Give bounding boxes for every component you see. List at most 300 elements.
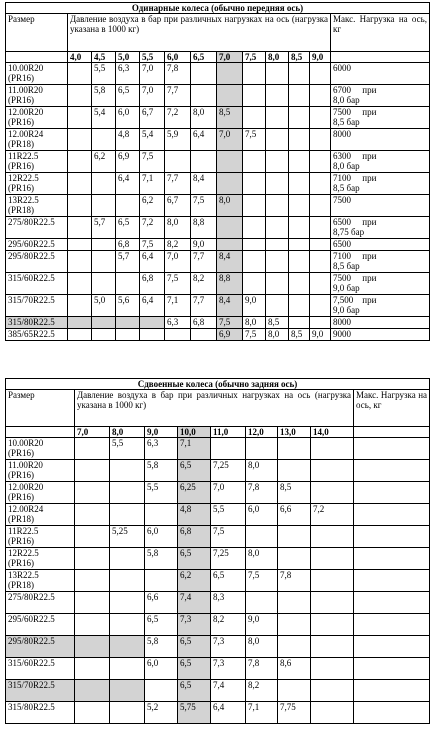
pressure-cell: 6,4 [116,173,140,195]
pressure-cell: 6,5 [145,614,178,636]
pressure-cell [266,273,289,295]
pressure-cell: 6,0 [145,526,178,548]
pressure-cell: 8,0 [165,217,191,239]
pressure-cell [217,217,243,239]
tire-size-cell: 315/60R22.5 [6,273,68,295]
pressure-cell: 5,5 [92,63,116,85]
tire-size-cell: 315/70R22.5 [6,680,75,702]
pressure-cell [191,151,217,173]
pressure-cell [92,317,116,329]
tire-size-cell: 295/80R22.5 [6,636,75,658]
pressure-cell: 7,25 [211,460,246,482]
dual-load-col: 9,0 [145,427,178,438]
pressure-cell [289,195,310,217]
dual-load-col: 10,0 [178,427,211,438]
pressure-cell: 8,2 [211,614,246,636]
pressure-cell [311,548,354,570]
pressure-cell [110,680,145,702]
tire-size-cell: 12.00R20 (PR16) [6,107,68,129]
dual-load-col [354,427,430,438]
tire-size-cell: 12.00R20 (PR16) [6,482,75,504]
pressure-cell [110,658,145,680]
pressure-cell [217,239,243,251]
pressure-cell: 6,6 [278,504,311,526]
pressure-cell [289,107,310,129]
pressure-cell [110,548,145,570]
dual-load-col: 8,0 [110,427,145,438]
pressure-cell [140,329,165,341]
pressure-cell [246,526,278,548]
pressure-cell: 6,25 [178,482,211,504]
pressure-cell [243,173,266,195]
pressure-cell: 7,8 [246,482,278,504]
pressure-cell: 9,0 [310,329,331,341]
pressure-cell [110,702,145,724]
pressure-cell [266,85,289,107]
pressure-cell: 8,0 [266,329,289,341]
dual-max-header: Макс. Нагрузка на ось, кг [354,390,430,427]
single-max-header: Макс. Нагрузка на ось, кг [331,14,430,52]
pressure-cell [75,592,110,614]
pressure-cell [266,151,289,173]
pressure-cell [278,548,311,570]
pressure-cell: 5,2 [145,702,178,724]
pressure-cell [165,329,191,341]
single-table-row [6,251,430,273]
dual-table-row [6,636,430,658]
pressure-cell [75,570,110,592]
tire-size-cell: 315/70R22.5 [6,295,68,317]
pressure-cell [75,482,110,504]
pressure-cell [92,251,116,273]
single-table-row [6,295,430,317]
pressure-cell: 5,4 [92,107,116,129]
single-load-col: 8,0 [266,52,289,63]
pressure-cell [266,173,289,195]
max-load-cell: 7100 при 8,5 бар [331,251,430,273]
pressure-cell: 6,7 [140,107,165,129]
pressure-cell: 6,4 [140,295,165,317]
single-table-row [6,195,430,217]
pressure-cell: 9,0 [243,295,266,317]
pressure-cell: 8,5 [217,107,243,129]
pressure-cell: 7,75 [278,702,311,724]
pressure-cell [278,526,311,548]
pressure-cell [75,460,110,482]
pressure-cell: 6,5 [178,460,211,482]
pressure-cell [310,239,331,251]
pressure-cell: 8,8 [191,217,217,239]
tire-size-cell: 11R22.5 (PR16) [6,526,75,548]
single-wheels-table [5,2,430,341]
pressure-cell: 8,4 [191,173,217,195]
pressure-cell [68,251,92,273]
pressure-cell: 7,5 [243,129,266,151]
pressure-cell: 5,8 [92,85,116,107]
pressure-cell [140,317,165,329]
dual-load-col: 7,0 [75,427,110,438]
pressure-cell [278,460,311,482]
pressure-cell: 5,7 [116,251,140,273]
pressure-cell [311,658,354,680]
pressure-cell: 8,4 [217,251,243,273]
pressure-cell: 6,9 [217,329,243,341]
pressure-cell: 7,1 [178,438,211,460]
pressure-cell [68,317,92,329]
single-table-row [6,63,430,85]
pressure-cell [354,592,430,614]
pressure-cell [289,173,310,195]
pressure-cell: 8,0 [191,107,217,129]
pressure-cell [289,251,310,273]
pressure-cell [243,85,266,107]
pressure-cell [311,460,354,482]
pressure-cell [68,173,92,195]
tire-size-cell: 10.00R20 (PR16) [6,63,68,85]
max-load-cell: 7500 при 9,0 бар [331,273,430,295]
pressure-cell: 7,5 [217,317,243,329]
tire-size-cell: 12R22.5 (PR16) [6,173,68,195]
pressure-cell [110,592,145,614]
pressure-cell [75,702,110,724]
pressure-cell [289,129,310,151]
pressure-cell [354,680,430,702]
pressure-cell: 8,3 [211,592,246,614]
pressure-cell: 6,9 [116,151,140,173]
pressure-cell: 7,0 [165,251,191,273]
tire-size-cell: 295/60R22.5 [6,614,75,636]
pressure-cell [354,702,430,724]
dual-table-row [6,482,430,504]
dual-table-row [6,592,430,614]
pressure-cell: 8,0 [243,317,266,329]
pressure-cell [289,295,310,317]
tire-size-cell: 12R22.5 (PR16) [6,548,75,570]
pressure-cell [191,63,217,85]
pressure-cell [310,151,331,173]
max-load-cell: 8000 [331,317,430,329]
pressure-cell: 9,0 [246,614,278,636]
pressure-cell [68,295,92,317]
pressure-cell [310,251,331,273]
pressure-cell [217,173,243,195]
pressure-cell [68,329,92,341]
pressure-cell: 4,8 [178,504,211,526]
pressure-cell: 6,8 [116,239,140,251]
pressure-cell: 8,5 [266,317,289,329]
pressure-cell [68,151,92,173]
pressure-cell [116,329,140,341]
pressure-cell: 8,2 [165,239,191,251]
pressure-cell [278,614,311,636]
single-table-row [6,239,430,251]
pressure-cell: 7,0 [140,85,165,107]
pressure-cell: 7,7 [165,173,191,195]
pressure-cell [289,239,310,251]
pressure-cell: 6,5 [178,548,211,570]
tire-size-cell: 11.00R20 (PR16) [6,460,75,482]
max-load-cell: 6000 [331,63,430,85]
pressure-cell: 6,5 [116,217,140,239]
pressure-cell: 5,7 [92,217,116,239]
pressure-cell: 7,7 [191,251,217,273]
dual-table-row [6,702,430,724]
single-load-max-blank [331,52,430,63]
pressure-cell [246,438,278,460]
pressure-cell [354,504,430,526]
pressure-cell: 7,25 [211,548,246,570]
tire-size-cell: 12.00R24 (PR18) [6,504,75,526]
single-table-row [6,151,430,173]
max-load-cell: 9000 [331,329,430,341]
pressure-cell: 8,0 [246,548,278,570]
pressure-cell [75,438,110,460]
pressure-cell: 7,2 [165,107,191,129]
pressure-cell: 8,2 [191,273,217,295]
pressure-cell: 7,8 [165,63,191,85]
pressure-cell: 6,2 [140,195,165,217]
dual-table-row [6,504,430,526]
pressure-cell [110,614,145,636]
pressure-cell: 7,3 [211,636,246,658]
single-table-row [6,317,430,329]
pressure-cell: 6,5 [178,658,211,680]
single-table-row [6,107,430,129]
single-table-row [6,129,430,151]
single-load-row [6,52,430,63]
single-load-col: 4,0 [68,52,92,63]
pressure-cell: 7,2 [140,217,165,239]
pressure-cell [278,438,311,460]
pressure-cell [289,63,310,85]
max-load-cell: 6300 при 8,0 бар [331,151,430,173]
pressure-cell [266,239,289,251]
pressure-cell [354,570,430,592]
pressure-cell [266,195,289,217]
single-table-row [6,85,430,107]
pressure-cell: 6,0 [145,658,178,680]
pressure-cell: 5,9 [165,129,191,151]
pressure-cell: 7,3 [211,658,246,680]
pressure-cell [217,151,243,173]
pressure-cell: 6,5 [178,680,211,702]
pressure-cell [246,592,278,614]
pressure-cell: 8,6 [278,658,311,680]
dual-load-col: 14,0 [311,427,354,438]
dual-load-col: 12,0 [246,427,278,438]
pressure-cell: 7,8 [278,570,311,592]
pressure-cell: 8,0 [246,636,278,658]
pressure-cell [75,614,110,636]
pressure-cell: 8,8 [217,273,243,295]
single-table-title: Одинарные колеса (обычно передняя ось) [6,3,430,14]
tire-size-cell: 13R22.5 (PR18) [6,195,68,217]
pressure-cell: 5,5 [211,504,246,526]
pressure-cell [116,273,140,295]
pressure-cell [68,195,92,217]
pressure-cell [354,636,430,658]
pressure-cell [310,129,331,151]
pressure-cell [311,702,354,724]
pressure-cell [354,438,430,460]
pressure-cell: 6,4 [191,129,217,151]
tire-size-cell: 315/60R22.5 [6,658,75,680]
pressure-cell [310,273,331,295]
pressure-cell [266,129,289,151]
pressure-cell [289,317,310,329]
dual-table-row [6,570,430,592]
pressure-cell: 7,0 [140,63,165,85]
pressure-cell: 7,1 [165,295,191,317]
pressure-cell [243,239,266,251]
pressure-cell: 8,5 [289,329,310,341]
single-load-col: 9,0 [310,52,331,63]
pressure-cell: 6,8 [178,526,211,548]
pressure-cell [243,217,266,239]
pressure-cell: 7,2 [311,504,354,526]
single-load-col: 4,5 [92,52,116,63]
pressure-cell: 6,0 [246,504,278,526]
single-load-col: 6,0 [165,52,191,63]
pressure-cell [311,636,354,658]
dual-table-row [6,460,430,482]
pressure-cell: 8,4 [217,295,243,317]
single-pressure-header: Давление воздуха в бар при различных нагрузках на ось (нагрузка указана в 1000 кг) [68,14,331,52]
pressure-cell: 7,5 [243,329,266,341]
pressure-cell [110,482,145,504]
tire-size-cell: 295/60R22.5 [6,239,68,251]
pressure-cell: 7,0 [211,482,246,504]
pressure-cell [243,151,266,173]
pressure-cell: 6,2 [178,570,211,592]
pressure-cell [68,129,92,151]
dual-table-row [6,548,430,570]
pressure-cell: 7,0 [217,129,243,151]
pressure-cell [278,592,311,614]
max-load-cell: 6500 [331,239,430,251]
pressure-cell: 8,0 [217,195,243,217]
dual-load-col: 11,0 [211,427,246,438]
tire-size-cell: 11R22.5 (PR16) [6,151,68,173]
tire-size-cell: 13R22.5 (PR18) [6,570,75,592]
pressure-cell: 5,8 [145,636,178,658]
single-load-col: 6,5 [191,52,217,63]
tire-size-cell: 10.00R20 (PR16) [6,438,75,460]
pressure-cell [278,636,311,658]
pressure-cell [92,195,116,217]
pressure-cell: 5,5 [110,438,145,460]
pressure-cell: 7,3 [178,614,211,636]
dual-table-row [6,614,430,636]
pressure-cell [75,636,110,658]
pressure-cell [68,217,92,239]
pressure-cell: 7,5 [211,526,246,548]
pressure-cell: 4,8 [116,129,140,151]
pressure-cell: 6,4 [140,251,165,273]
pressure-cell [311,526,354,548]
pressure-cell: 7,5 [165,273,191,295]
pressure-cell [289,273,310,295]
pressure-cell [243,273,266,295]
pressure-cell [145,570,178,592]
pressure-cell: 7,1 [246,702,278,724]
pressure-cell [92,329,116,341]
pressure-cell: 6,6 [145,592,178,614]
pressure-cell [116,317,140,329]
pressure-cell [311,680,354,702]
pressure-cell: 6,4 [211,702,246,724]
dual-load-col: 13,0 [278,427,311,438]
dual-load-row [6,427,430,438]
pressure-cell [266,295,289,317]
pressure-cell [110,460,145,482]
pressure-cell: 7,5 [140,239,165,251]
pressure-cell [68,107,92,129]
pressure-cell: 6,5 [211,570,246,592]
pressure-cell: 5,6 [116,295,140,317]
pressure-cell [243,107,266,129]
pressure-cell: 6,3 [165,317,191,329]
pressure-cell: 6,2 [92,151,116,173]
single-load-col: 5,5 [140,52,165,63]
pressure-cell [310,107,331,129]
pressure-cell [68,273,92,295]
pressure-cell [92,273,116,295]
tire-size-cell: 275/80R22.5 [6,592,75,614]
pressure-cell [92,173,116,195]
dual-table-row [6,438,430,460]
dual-wheels-table [5,378,430,724]
pressure-cell: 7,7 [165,85,191,107]
pressure-cell: 7,4 [178,592,211,614]
tire-size-cell: 275/80R22.5 [6,217,68,239]
pressure-cell [310,195,331,217]
pressure-cell: 5,25 [110,526,145,548]
pressure-cell [75,658,110,680]
pressure-cell [311,438,354,460]
pressure-cell [266,251,289,273]
pressure-cell [310,85,331,107]
pressure-cell: 8,5 [278,482,311,504]
pressure-cell [310,317,331,329]
max-load-cell: 8000 [331,129,430,151]
pressure-cell [243,195,266,217]
pressure-cell [217,85,243,107]
tire-size-cell: 315/80R22.5 [6,317,68,329]
max-load-cell: 6500 при 8,75 бар [331,217,430,239]
pressure-cell: 7,1 [140,173,165,195]
pressure-cell [266,63,289,85]
pressure-cell: 6,5 [116,85,140,107]
pressure-cell [110,636,145,658]
max-load-cell: 7500 [331,195,430,217]
pressure-cell [289,151,310,173]
pressure-cell [110,570,145,592]
pressure-cell [165,151,191,173]
dual-table-row [6,658,430,680]
pressure-cell [311,482,354,504]
single-load-col: 7,5 [243,52,266,63]
single-table-row [6,329,430,341]
pressure-cell: 6,8 [191,317,217,329]
pressure-cell [354,548,430,570]
max-load-cell: 7,500 при 9,0 бар [331,295,430,317]
pressure-cell [354,658,430,680]
pressure-cell [310,295,331,317]
dual-load-blank [6,427,75,438]
pressure-cell: 8,0 [246,460,278,482]
pressure-cell [92,129,116,151]
